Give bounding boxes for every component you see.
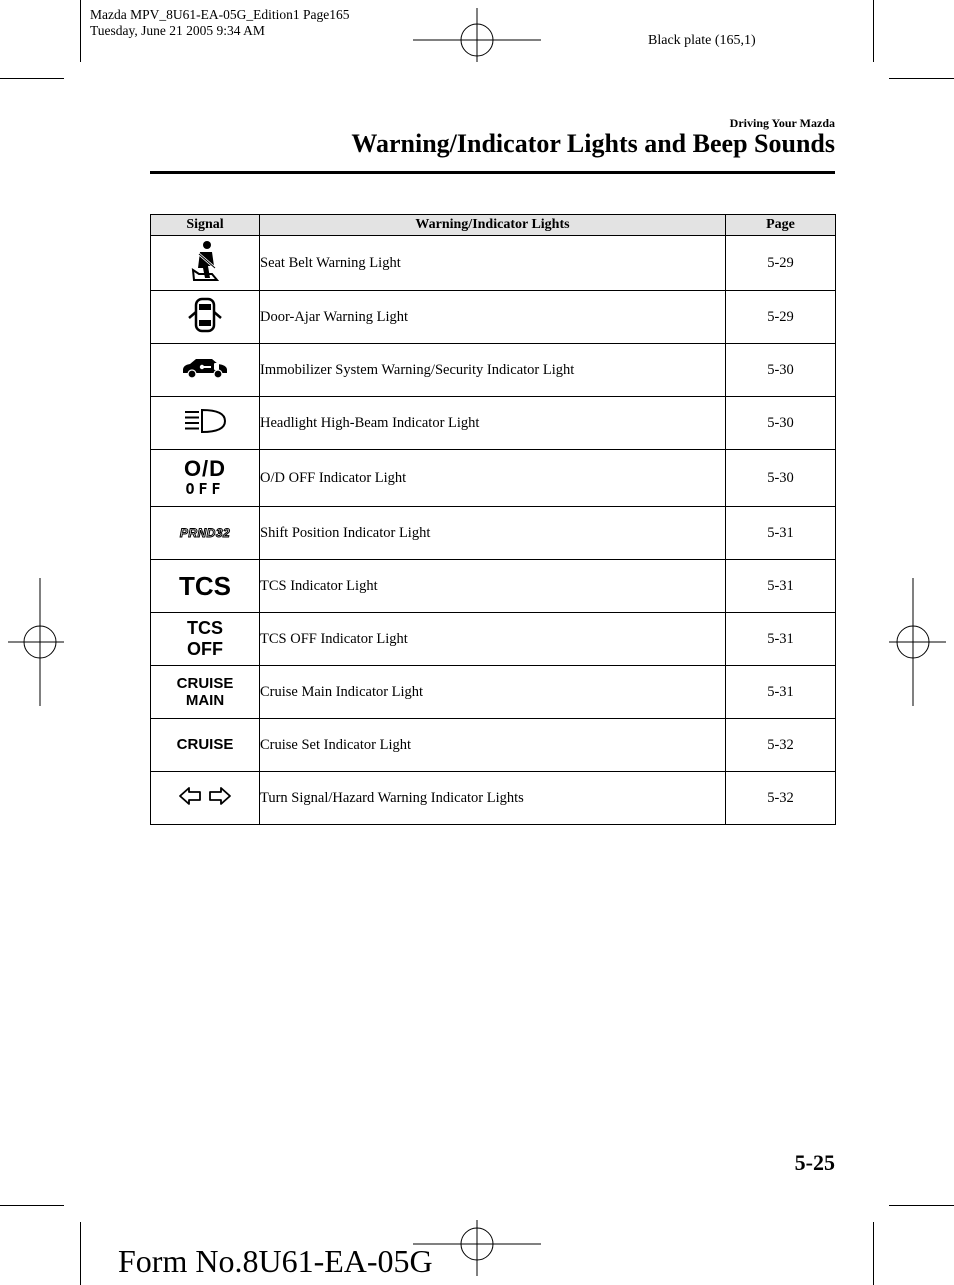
signal-cell [151, 450, 260, 507]
column-header-signal: Signal [151, 215, 260, 236]
page-ref: 5-31 [726, 613, 836, 666]
signal-cell [151, 719, 260, 772]
page-ref: 5-30 [726, 344, 836, 397]
tcs-off-icon-top: TCS [187, 618, 223, 638]
table-header-row [151, 215, 836, 236]
table-row [151, 344, 836, 397]
table-row [151, 613, 836, 666]
page-ref: 5-30 [726, 397, 836, 450]
immobilizer-icon [180, 356, 230, 380]
print-info-file: Mazda MPV_8U61-EA-05G_Edition1 Page165 [90, 7, 350, 22]
column-header-lights: Warning/Indicator Lights [260, 215, 726, 236]
table-row [151, 450, 836, 507]
light-name: Cruise Main Indicator Light [260, 666, 726, 719]
od-off-icon [183, 455, 227, 498]
light-name: O/D OFF Indicator Light [260, 450, 726, 507]
cruise-main-icon-top: CRUISE [176, 674, 234, 692]
title-rule [150, 171, 835, 174]
table-row [151, 772, 836, 825]
tcs-off-icon [187, 618, 223, 660]
door-ajar-icon [187, 296, 223, 334]
turn-signal-icon [178, 785, 232, 807]
od-off-icon-top: O/D [183, 455, 227, 481]
signal-cell [151, 344, 260, 397]
tcs-off-icon-bottom: OFF [187, 639, 223, 659]
signal-cell [151, 613, 260, 666]
indicator-lights-table [150, 214, 836, 825]
signal-cell [151, 560, 260, 613]
page-ref: 5-31 [726, 560, 836, 613]
cruise-set-icon: CRUISE [176, 735, 234, 753]
form-number: Form No.8U61-EA-05G [118, 1243, 433, 1279]
light-name: Cruise Set Indicator Light [260, 719, 726, 772]
light-name: Seat Belt Warning Light [260, 236, 726, 291]
cruise-main-icon [177, 675, 234, 709]
page-ref: 5-29 [726, 291, 836, 344]
table-row [151, 560, 836, 613]
print-info-date: Tuesday, June 21 2005 9:34 AM [90, 23, 265, 38]
signal-cell [151, 397, 260, 450]
light-name: Immobilizer System Warning/Security Indicator Light [260, 344, 726, 397]
light-name: Shift Position Indicator Light [260, 507, 726, 560]
page-ref: 5-30 [726, 450, 836, 507]
light-name: TCS Indicator Light [260, 560, 726, 613]
table-row [151, 291, 836, 344]
column-header-page: Page [726, 215, 836, 236]
table-row [151, 507, 836, 560]
table-row [151, 666, 836, 719]
table-row [151, 397, 836, 450]
section-label: Driving Your Mazda [729, 116, 835, 130]
page-ref: 5-29 [726, 236, 836, 291]
light-name: Door-Ajar Warning Light [260, 291, 726, 344]
page-ref: 5-32 [726, 772, 836, 825]
plate-label: Black plate (165,1) [648, 33, 756, 48]
page-title: Warning/Indicator Lights and Beep Sounds [351, 129, 835, 158]
shift-position-icon: PRND32 [179, 525, 231, 540]
signal-cell [151, 291, 260, 344]
print-info [90, 7, 349, 39]
tcs-icon: TCS [179, 570, 231, 601]
page-number: 5-25 [794, 1150, 835, 1175]
od-off-icon-bottom: OFF [185, 479, 225, 498]
table-row [151, 719, 836, 772]
page-ref: 5-31 [726, 507, 836, 560]
cruise-main-icon-bottom: MAIN [185, 691, 225, 709]
light-name: TCS OFF Indicator Light [260, 613, 726, 666]
light-name: Turn Signal/Hazard Warning Indicator Lights [260, 772, 726, 825]
signal-cell [151, 666, 260, 719]
seat-belt-icon [188, 240, 222, 282]
signal-cell [151, 772, 260, 825]
high-beam-icon [183, 408, 227, 434]
table-row [151, 236, 836, 291]
light-name: Headlight High-Beam Indicator Light [260, 397, 726, 450]
signal-cell [151, 236, 260, 291]
page-ref: 5-31 [726, 666, 836, 719]
signal-cell [151, 507, 260, 560]
page-ref: 5-32 [726, 719, 836, 772]
